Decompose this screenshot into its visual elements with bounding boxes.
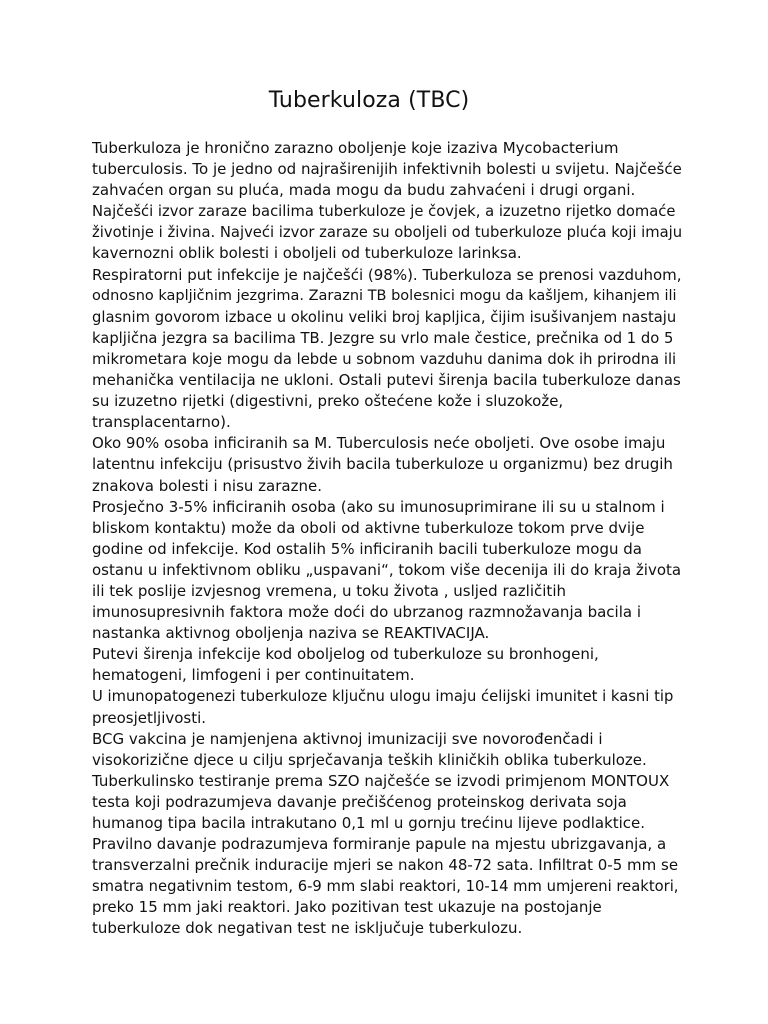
text-line: smatra negativnim testom, 6-9 mm slabi reaktori, 10-14 mm umjereni reaktori, <box>92 878 679 896</box>
text-line: hematogeni, limfogeni i per continuitatem. <box>92 666 415 685</box>
text-line: znakova bolesti i nisu zarazne. <box>92 476 322 495</box>
text-line: BCG vakcina je namjenjena aktivnoj imunizaciji sve novorođenčadi i <box>92 729 603 748</box>
text-line: mehanička ventilacija ne ukloni. Ostali putevi širenja bacila tuberkuloze danas <box>92 371 681 390</box>
text-line: Tuberkulinsko testiranje prema SZO najčešće se izvodi primjenom MONTOUX <box>92 771 670 790</box>
text-line: latentnu infekciju (prisustvo živih bacila tuberkuloze u organizmu) bez drugih <box>92 455 673 474</box>
text-line: glasnim govorom izbace u okolinu veliki broj kapljica, čijim isušivanjem nastaju <box>92 308 677 326</box>
text-line: nastanka aktivnog oboljenja naziva se REAKTIVACIJA. <box>92 624 490 643</box>
text-line: su izuzetno rijetki (digestivni, preko oštećene kože i sluzokože, <box>92 392 564 411</box>
text-line: preko 15 mm jaki reaktori. Jako pozitivan test ukazuje na postojanje <box>92 898 602 917</box>
text-line: Tuberkuloza je hronično zarazno oboljenje koje izaziva Mycobacterium <box>92 139 619 157</box>
text-line: transverzalni prečnik induracije mjeri se nakon 48-72 sata. Infiltrat 0-5 mm se <box>92 856 679 875</box>
text-line: tuberculosis. To je jedno od najraširenijih infektivnih bolesti u svijetu. Najčešće <box>92 160 682 179</box>
text-line: godine od infekcije. Kod ostalih 5% inficiranih bacili tuberkuloze mogu da <box>92 539 642 558</box>
text-line: ostanu u infektivnom obliku „uspavani“, tokom više decenija ili do kraja života <box>92 560 682 579</box>
text-line: kapljična jezgra sa bacilima TB. Jezgre su vrlo male čestice, prečnika od 1 do 5 <box>92 329 674 347</box>
text-line: kavernozni oblik bolesti i oboljeli od tuberkuloze larinksa. <box>92 244 522 263</box>
document-body <box>92 138 682 940</box>
text-line: odnosno kapljičnim jezgrima. Zarazni TB bolesnici mogu da kašljem, kihanjem ili <box>92 287 677 304</box>
text-line: preosjetljivosti. <box>92 708 207 727</box>
text-line: Respiratorni put infekcije je najčešći (98%). Tuberkuloza se prenosi vazduhom, <box>92 265 682 284</box>
text-line: Oko 90% osoba inficiranih sa M. Tuberculosis neće oboljeti. Ove osobe imaju <box>92 434 666 453</box>
text-line: imunosupresivnih faktora može doći do ubrzanog razmnožavanja bacila i <box>92 603 641 622</box>
text-line: testa koji podrazumjeva davanje prečišćenog proteinskog derivata soja <box>92 792 627 811</box>
document-title: Tuberkuloza (TBC) <box>268 88 470 113</box>
text-line: U imunopatogenezi tuberkuloze ključnu ulogu imaju ćelijski imunitet i kasni tip <box>92 688 674 706</box>
text-line: Najčešći izvor zaraze bacilima tuberkuloze je čovjek, a izuzetno rijetko domaće <box>92 203 676 221</box>
text-line: ili tek poslije izvjesnog vremena, u toku života , usljed različitih <box>92 581 566 600</box>
text-line: Prosječno 3-5% inficiranih osoba (ako su imunosuprimirane ili su u stalnom i <box>92 497 665 516</box>
text-line: životinje i živina. Najveći izvor zaraze su oboljeli od tuberkuloze pluća koji imaju <box>92 224 683 242</box>
text-line: humanog tipa bacila intrakutano 0,1 ml u gornju trećinu lijeve podlaktice. <box>92 814 646 832</box>
text-line: transplacentarno). <box>92 413 231 432</box>
text-line: zahvaćen organ su pluća, mada mogu da budu zahvaćeni i drugi organi. <box>92 181 636 200</box>
text-line: bliskom kontaktu) može da oboli od aktivne tuberkuloze tokom prve dvije <box>92 518 645 537</box>
text-line: Putevi širenja infekcije kod oboljelog od tuberkuloze su bronhogeni, <box>92 645 599 664</box>
text-line: mikrometara koje mogu da lebde u sobnom vazduhu danima dok ih prirodna ili <box>92 350 677 368</box>
text-line: Pravilno davanje podrazumjeva formiranje papule na mjestu ubrizgavanja, a <box>92 835 667 854</box>
text-line: tuberkuloze dok negativan test ne isključuje tuberkulozu. <box>92 919 523 938</box>
text-line: visokorizične djece u cilju sprječavanja teških kliničkih oblika tuberkuloze. <box>92 750 647 769</box>
